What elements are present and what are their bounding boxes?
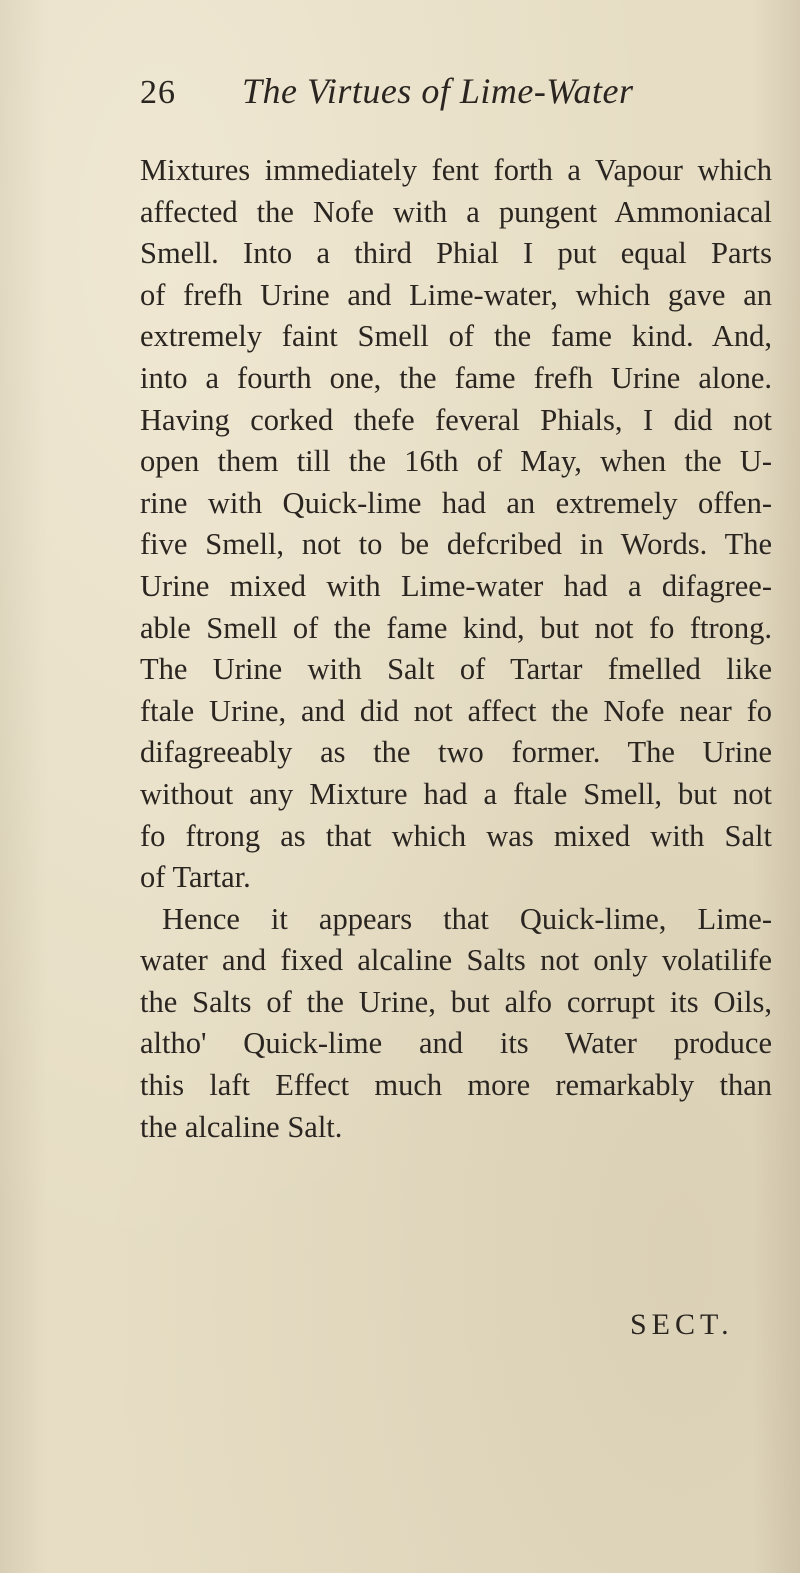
text-line: open them till the 16th of May, when the U- xyxy=(140,444,772,479)
text-line: rine with Quick-lime had an extremely offen- xyxy=(140,485,772,520)
catchword: SECT. xyxy=(630,1308,734,1341)
text-line: able Smell of the fame kind, but not fo ftrong. xyxy=(140,610,772,645)
text-line: without any Mixture had a ftale Smell, but not xyxy=(140,776,772,811)
text-line: Smell. Into a third Phial I put equal Parts xyxy=(140,236,772,271)
text-line: water and fixed alcaline Salts not only volatilife xyxy=(140,943,772,978)
text-line: the Salts of the Urine, but alfo corrupt its Oils, xyxy=(140,984,772,1019)
paragraph-end-line: the alcaline Salt. xyxy=(140,1109,343,1144)
text-line: fo ftrong as that which was mixed with Salt xyxy=(140,818,772,853)
text-line: The Urine with Salt of Tartar fmelled like xyxy=(140,652,772,687)
text-line: affected the Nofe with a pungent Ammoniacal xyxy=(140,194,772,229)
text-line: Having corked thefe feveral Phials, I did not xyxy=(140,402,772,437)
text-line: Urine mixed with Lime-water had a difagree- xyxy=(140,568,772,603)
text-line: ftale Urine, and did not affect the Nofe near fo xyxy=(140,693,772,728)
text-line: this laft Effect much more remarkably than xyxy=(140,1068,772,1103)
text-line: into a fourth one, the fame frefh Urine alone. xyxy=(140,360,772,395)
text-line: of frefh Urine and Lime-water, which gave an xyxy=(140,277,772,312)
text-line: difagreeably as the two former. The Urine xyxy=(140,735,772,770)
paragraph-start-line: Hence it appears that Quick-lime, Lime- xyxy=(162,901,772,936)
running-title: The Virtues of Lime-Water xyxy=(242,71,634,111)
text-line: extremely faint Smell of the fame kind. And, xyxy=(140,319,772,354)
running-head xyxy=(140,70,740,120)
body-text xyxy=(140,150,772,1148)
text-line: five Smell, not to be defcribed in Words. The xyxy=(140,527,772,562)
text-line: altho' Quick-lime and its Water produce xyxy=(140,1026,772,1061)
page-number: 26 xyxy=(140,74,176,111)
paragraph-end-line: of Tartar. xyxy=(140,860,251,895)
text-line: Mixtures immediately fent forth a Vapour which xyxy=(140,153,772,187)
